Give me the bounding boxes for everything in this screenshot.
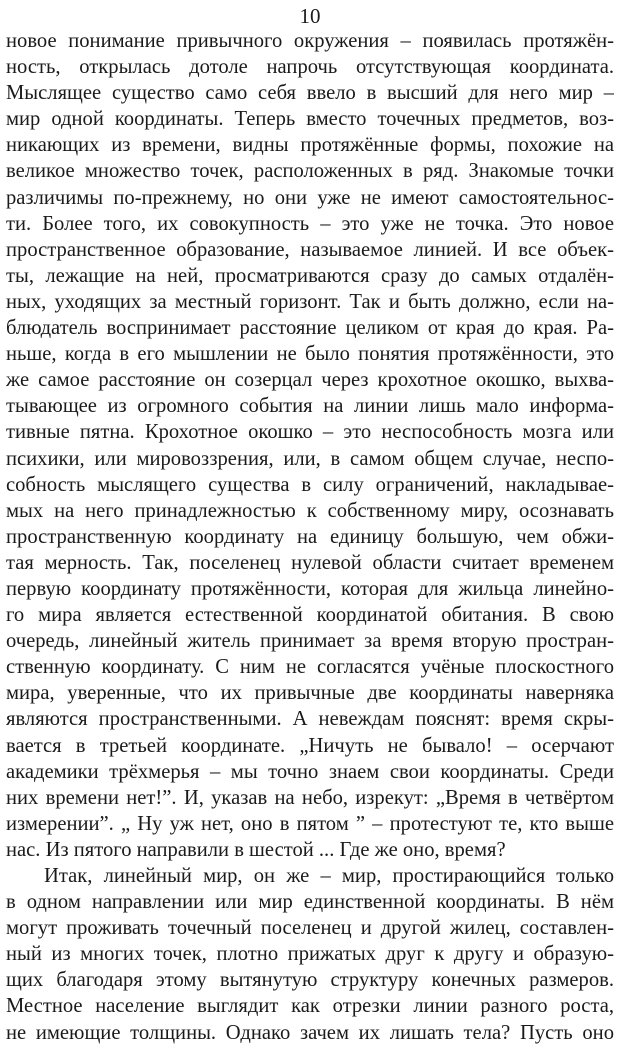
text-line: тая мерность. Так, поселенец нулевой области считает временем — [6, 551, 614, 574]
text-line: академики трёхмерья – мы точно знаем свои координаты. Среди — [6, 760, 614, 783]
text-line: измерении”. „ Ну уж нет, оно в пятом ” – протестуют те, кто выше — [6, 812, 614, 835]
text-line: ность, открылась дотоле напрочь отсутствующая координата. — [6, 56, 614, 79]
text-line: очередь, линейный житель принимает за время вторую простран- — [6, 630, 614, 653]
text-line: Итак, линейный мир, он же – мир, простирающийся только — [44, 865, 614, 887]
text-line: психики, или мировоззрения, или, в самом общем случае, неспо- — [6, 447, 614, 470]
text-line: ти. Более того, их совокупность – это уже не точка. Это новое — [6, 212, 614, 235]
text-line: никающих из времени, видны протяжённые формы, похожие на — [6, 134, 614, 157]
text-line: первую координату протяжённости, которая для жильца линейно- — [6, 577, 614, 600]
text-line: собность мыслящего существа в силу ограничений, накладывае- — [6, 473, 614, 496]
text-line: новое понимание привычного окружения – появилась протяжён- — [6, 30, 614, 52]
text-line: ных, уходящих за местный горизонт. Так и быть должно, если на- — [6, 290, 614, 313]
text-line: мир одной координаты. Теперь вместо точечных предметов, воз- — [6, 108, 614, 131]
text-line: ньше, когда в его мышлении не было понятия протяжённости, это — [6, 343, 614, 366]
body-text — [6, 28, 614, 1046]
text-line: пространственное образование, называемое линией. И все объек- — [6, 238, 614, 261]
text-line: вается в третьей координате. „Ничуть не бывало! – осерчают — [6, 734, 614, 757]
text-line: ный из многих точек, плотно прижатых друг к другу и образую- — [6, 943, 614, 966]
text-line: великое множество точек, расположенных в ряд. Знакомые точки — [6, 160, 614, 183]
text-line: ты, лежащие на ней, просматриваются сразу до самых отдалён- — [6, 264, 614, 287]
text-line: тывающее из огромного события на линии лишь мало информа- — [6, 395, 614, 418]
page-number: 10 — [299, 4, 321, 28]
paragraph — [6, 28, 614, 863]
text-line: ственную координату. С ним не согласятся учёные плоскостного — [6, 656, 614, 679]
text-line: го мира является естественной координатой обитания. В свою — [6, 604, 614, 627]
text-line: различимы по-прежнему, но они уже не имеют самостоятельнос- — [6, 186, 614, 209]
text-line: в одном направлении или мир единственной координаты. В нём — [6, 891, 614, 914]
text-line: Мыслящее существо само себя ввело в высший для него мир – — [6, 82, 614, 105]
text-line: щих благодаря этому вытянутую структуру конечных размеров. — [6, 969, 614, 992]
text-line: них времени нет!”. И, указав на небо, изрекут: „Время в четвёртом — [6, 786, 614, 809]
text-line: не имеющие толщины. Однако зачем их лишать тела? Пусть оно — [6, 1021, 614, 1044]
text-line: мира, уверенные, что их привычные две координаты наверняка — [6, 682, 614, 705]
text-line: Местное население выглядит как отрезки линии разного роста, — [6, 995, 614, 1018]
text-line: мых на него принадлежностью к собственному миру, осознавать — [6, 499, 614, 522]
text-line: пространственную координату на единицу большую, чем обжи- — [6, 525, 614, 548]
text-line: тивные пятна. Крохотное окошко – это неспособность мозга или — [6, 421, 614, 444]
text-line: нас. Из пятого направили в шестой ... Где же оно, время? — [6, 838, 506, 861]
text-line: же самое расстояние он созерцал через крохотное окошко, выхва- — [6, 369, 614, 392]
text-line: являются пространственными. А невеждам пояснят: время скры- — [6, 708, 614, 731]
text-line: блюдатель воспринимает расстояние целиком от края до края. Ра- — [6, 317, 614, 340]
text-line: могут проживать точечный поселенец и другой жилец, составлен- — [6, 917, 614, 940]
paragraph — [6, 863, 614, 1046]
